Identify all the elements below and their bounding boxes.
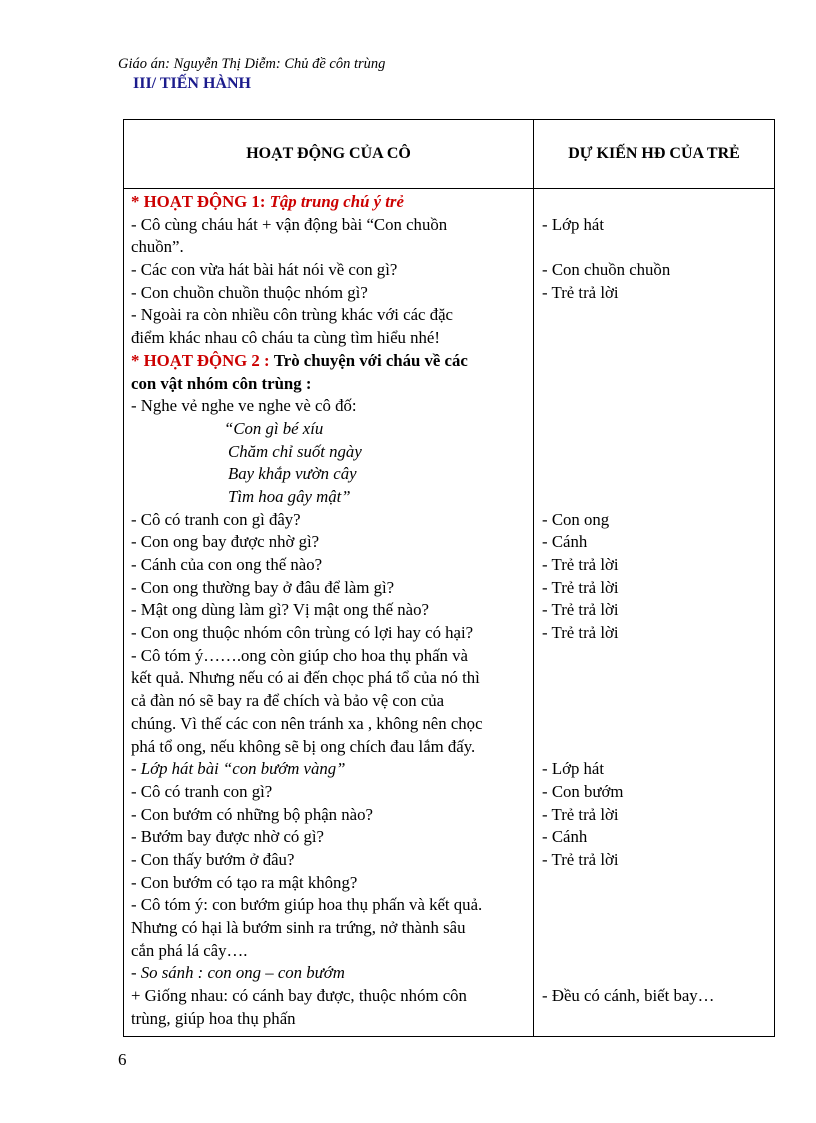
teacher-line: + Giống nhau: có cánh bay được, thuộc nhóm côn: [131, 986, 467, 1006]
lesson-plan-table: [123, 119, 775, 1037]
activity-2-heading: [131, 350, 529, 373]
activity-1-label: * HOẠT ĐỘNG 1:: [131, 192, 266, 211]
children-column-label: DỰ KIẾN HĐ CỦA TRẺ: [568, 145, 740, 162]
teacher-line: phá tổ ong, nếu không sẽ bị ong chích đau lắm đấy.: [131, 736, 476, 756]
child-response: - Cánh: [542, 532, 588, 552]
riddle-line: Bay khắp vườn cây: [228, 464, 357, 484]
activity-1-title: Tập trung chú ý trẻ: [269, 192, 404, 211]
teacher-line: - Bướm bay được nhờ có gì?: [131, 827, 325, 847]
teacher-activities-cell: [124, 189, 534, 1037]
teacher-line: - Con ong bay được nhờ gì?: [131, 532, 320, 552]
child-response: - Đều có cánh, biết bay…: [542, 986, 715, 1006]
teacher-line: - Các con vừa hát bài hát nói về con gì?: [131, 260, 398, 280]
table-body-row: [124, 189, 775, 1037]
activity-2-label: * HOẠT ĐỘNG 2 :: [131, 350, 270, 370]
teacher-line: - Con ong thuộc nhóm côn trùng có lợi hay có hại?: [131, 623, 474, 643]
document-header: Giáo án: Nguyễn Thị Diễm: Chủ đề côn trùng: [118, 56, 386, 72]
child-response: - Lớp hát: [542, 214, 605, 234]
teacher-line: - Cô cùng cháu hát + vận động bài “Con chuồn: [131, 214, 448, 234]
children-responses-cell: [534, 189, 775, 1037]
child-response: - Trẻ trả lời: [542, 623, 619, 643]
teacher-line: trùng, giúp hoa thụ phấn: [131, 1008, 296, 1028]
child-response: - Lớp hát: [542, 759, 605, 779]
teacher-column-label: HOẠT ĐỘNG CỦA CÔ: [246, 145, 411, 162]
child-response: - Trẻ trả lời: [542, 849, 619, 869]
teacher-line: - Con thấy bướm ở đâu?: [131, 849, 295, 869]
teacher-line: cả đàn nó sẽ bay ra để chích và bảo vệ con của: [131, 691, 445, 711]
section-title: III/ TIẾN HÀNH: [133, 75, 251, 92]
teacher-line: điểm khác nhau cô cháu ta cùng tìm hiểu nhé!: [131, 328, 440, 348]
teacher-line: - Cô có tranh con gì đây?: [131, 509, 301, 529]
activity-2-title-a: Trò chuyện với cháu về các: [273, 350, 468, 370]
child-response: - Con ong: [542, 509, 610, 529]
riddle-line: “Con gì bé xíu: [224, 418, 324, 438]
teacher-line: - Nghe vẻ nghe ve nghe vè cô đố:: [131, 396, 357, 416]
teacher-line: - Con bướm có tạo ra mật không?: [131, 872, 358, 892]
child-response: - Trẻ trả lời: [542, 282, 619, 302]
teacher-line: - Con bướm có những bộ phận nào?: [131, 804, 373, 824]
teacher-line: - Cô có tranh con gì?: [131, 781, 273, 801]
teacher-line: - Cô tóm ý…….ong còn giúp cho hoa thụ phấn và: [131, 645, 468, 665]
child-response: - Cánh: [542, 827, 588, 847]
riddle-line: Chăm chỉ suốt ngày: [228, 441, 362, 461]
child-response: - Trẻ trả lời: [542, 600, 619, 620]
teacher-line: - Cô tóm ý: con bướm giúp hoa thụ phấn và kết quả.: [131, 895, 483, 915]
teacher-line: - Con ong thường bay ở đâu để làm gì?: [131, 577, 395, 597]
activity-1-heading: [131, 191, 529, 214]
teacher-line: kết quả. Nhưng nếu có ai đến chọc phá tổ của nó thì: [131, 668, 480, 688]
child-response: - Trẻ trả lời: [542, 804, 619, 824]
activity-2-title-b: con vật nhóm côn trùng :: [131, 373, 312, 393]
teacher-line: Nhưng có hại là bướm sinh ra trứng, nở thành sâu: [131, 918, 466, 937]
child-response: - Trẻ trả lời: [542, 555, 619, 574]
teacher-line: cắn phá lá cây….: [131, 940, 248, 960]
children-column-header: [534, 120, 775, 189]
riddle-line: Tìm hoa gây mật”: [228, 486, 351, 506]
teacher-line: chuồn”.: [131, 237, 184, 257]
child-response: - Con chuồn chuồn: [542, 260, 671, 280]
page-number: 6: [118, 1050, 127, 1069]
teacher-line: chúng. Vì thế các con nên tránh xa , không nên chọc: [131, 713, 483, 733]
table-header-row: [124, 120, 775, 189]
teacher-line: - Lớp hát bài “con bướm vàng”: [131, 759, 346, 779]
teacher-line: - Ngoài ra còn nhiều côn trùng khác với các đặc: [131, 305, 453, 325]
child-response: - Con bướm: [542, 781, 624, 801]
teacher-column-header: [124, 120, 534, 189]
teacher-line: - So sánh : con ong – con bướm: [131, 963, 345, 983]
child-response: - Trẻ trả lời: [542, 577, 619, 597]
teacher-line: - Mật ong dùng làm gì? Vị mật ong thế nào?: [131, 600, 429, 620]
teacher-line: - Con chuồn chuồn thuộc nhóm gì?: [131, 282, 368, 302]
teacher-line: - Cánh của con ong thế nào?: [131, 555, 323, 574]
